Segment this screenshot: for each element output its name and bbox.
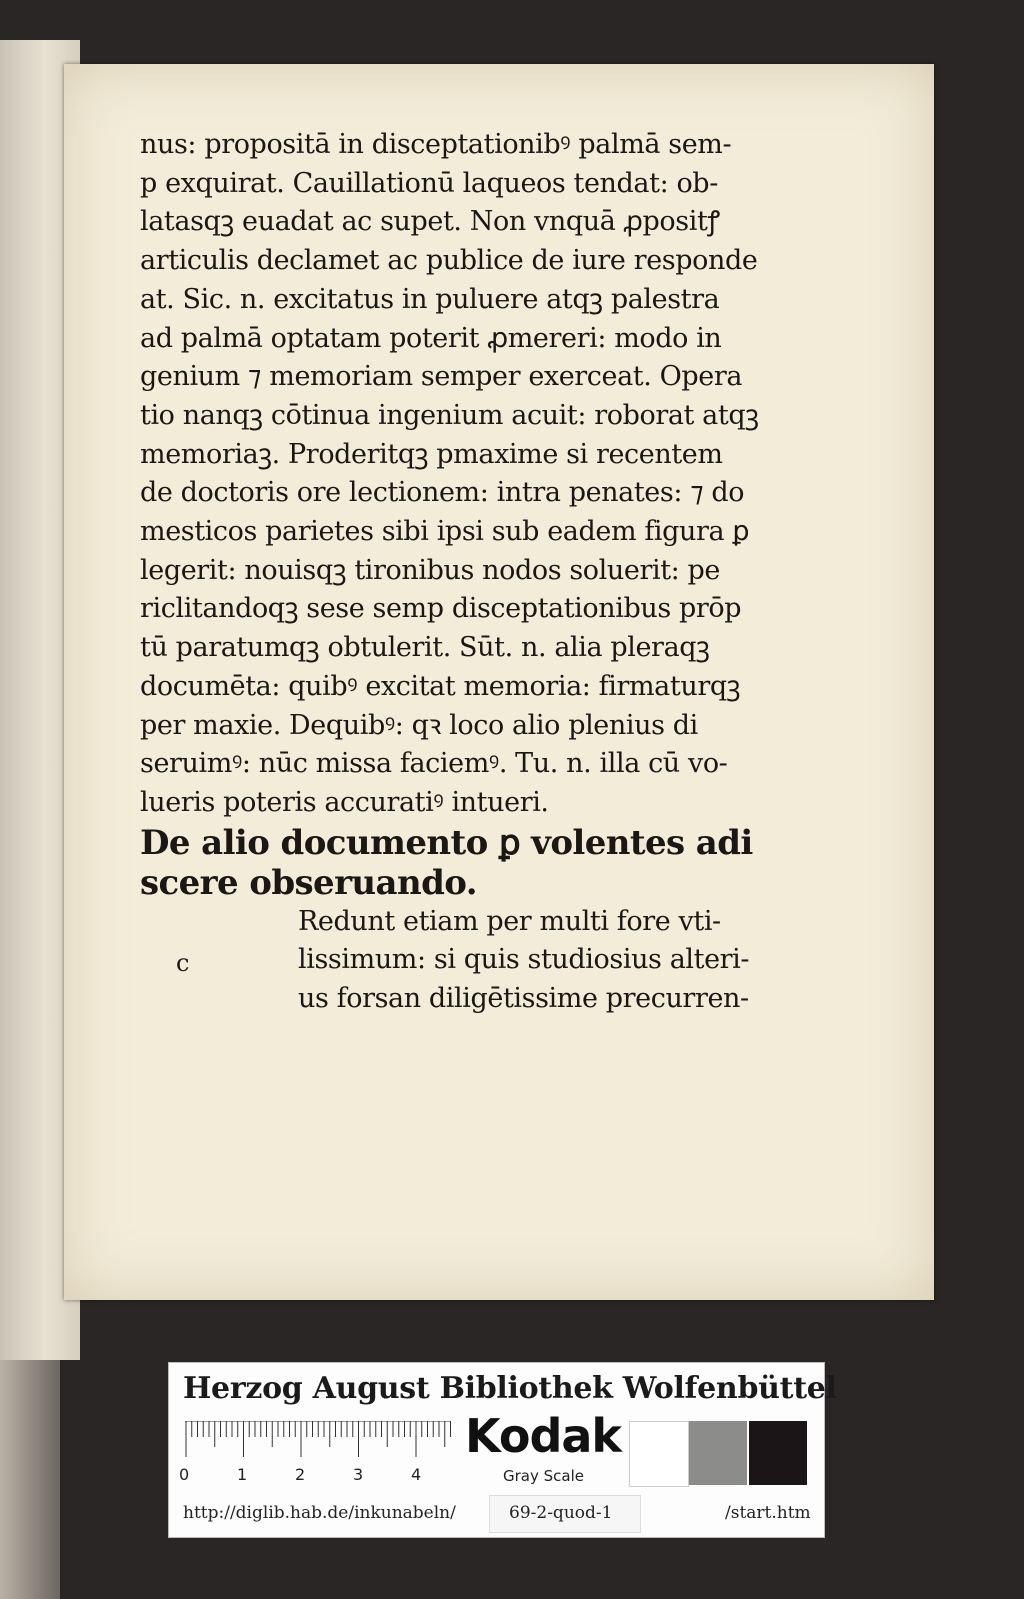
text-line: latasqꝫ euadat ac supet. Non vnquā ꝓpositꝭ [140, 206, 720, 238]
color-calibration-card [168, 1362, 837, 1538]
ruler-numbers [179, 1465, 449, 1485]
body-text [140, 126, 840, 1019]
text-line: memoriaꝫ. Proderitqꝫ pmaxime si recentem [140, 438, 723, 470]
gray-swatch-black [749, 1421, 807, 1485]
text-line: articulis declamet ac publice de iure responde [140, 245, 758, 277]
text-line: mesticos parietes sibi ipsi sub eadem figura ꝑ [140, 516, 750, 548]
ruler-number: 3 [353, 1465, 364, 1484]
ruler-number: 2 [295, 1465, 306, 1484]
gray-swatch-white [629, 1421, 689, 1487]
url-suffix: /start.htm [725, 1503, 811, 1523]
text-line: legerit: nouisqꝫ tironibus nodos soluerit: pe [140, 554, 720, 586]
ruler-scale [185, 1421, 451, 1457]
text-line: lueris poteris accuratiꝰ intueri. [140, 786, 549, 818]
shelfmark: 69-2-quod-1 [509, 1503, 613, 1523]
text-line: p exquirat. Cauillationū laqueos tendat: ob- [140, 167, 718, 199]
margin-signature-letter: c [176, 949, 190, 977]
kodak-logo: Kodak [465, 1409, 621, 1463]
text-line: riclitandoqꝫ sese semp disceptationibus prōp [140, 593, 742, 625]
book-cover-edge [0, 1360, 60, 1599]
text-line: per maxie. Dequibꝰ: qꝛ loco alio plenius di [140, 709, 698, 741]
text-line: lissimum: si quis studiosius alteri- [298, 944, 750, 976]
library-name: Herzog August Bibliothek Wolfenbüttel [183, 1371, 837, 1406]
url-prefix: http://diglib.hab.de/inkunabeln/ [183, 1503, 456, 1523]
gray-swatch-mid [689, 1421, 747, 1485]
section-heading: De alio documento ꝑ volentes adi [140, 822, 753, 863]
ruler-number: 0 [179, 1465, 190, 1484]
text-line: us forsan diligētissime precurren- [298, 983, 749, 1015]
text-line: seruimꝰ: nūc missa faciemꝰ. Tu. n. illa cū vo- [140, 748, 728, 780]
text-line: genium ⁊ memoriam semper exerceat. Opera [140, 361, 743, 393]
text-line: de doctoris ore lectionem: intra penates: ⁊ do [140, 477, 745, 509]
section-heading: scere obseruando. [140, 862, 477, 903]
text-line: nus: propositā in disceptationibꝰ palmā sem- [140, 129, 732, 160]
ruler-number: 1 [237, 1465, 248, 1484]
text-line: tū paratumqꝫ obtulerit. Sūt. n. alia pleraqꝫ [140, 632, 710, 664]
ruler-number: 4 [411, 1465, 422, 1484]
book-page [64, 64, 934, 1300]
text-line: ad palmā optatam poterit ꝓmereri: modo in [140, 322, 722, 354]
text-line: documēta: quibꝰ excitat memoria: firmaturqꝫ [140, 670, 741, 702]
text-line: at. Sic. n. excitatus in puluere atqꝫ palestra [140, 283, 720, 315]
gray-scale-label: Gray Scale [503, 1467, 584, 1485]
text-line: Redunt etiam per multi fore vti- [298, 905, 721, 937]
text-line: tio nanqꝫ cōtinua ingenium acuit: roborat atqꝫ [140, 399, 759, 431]
